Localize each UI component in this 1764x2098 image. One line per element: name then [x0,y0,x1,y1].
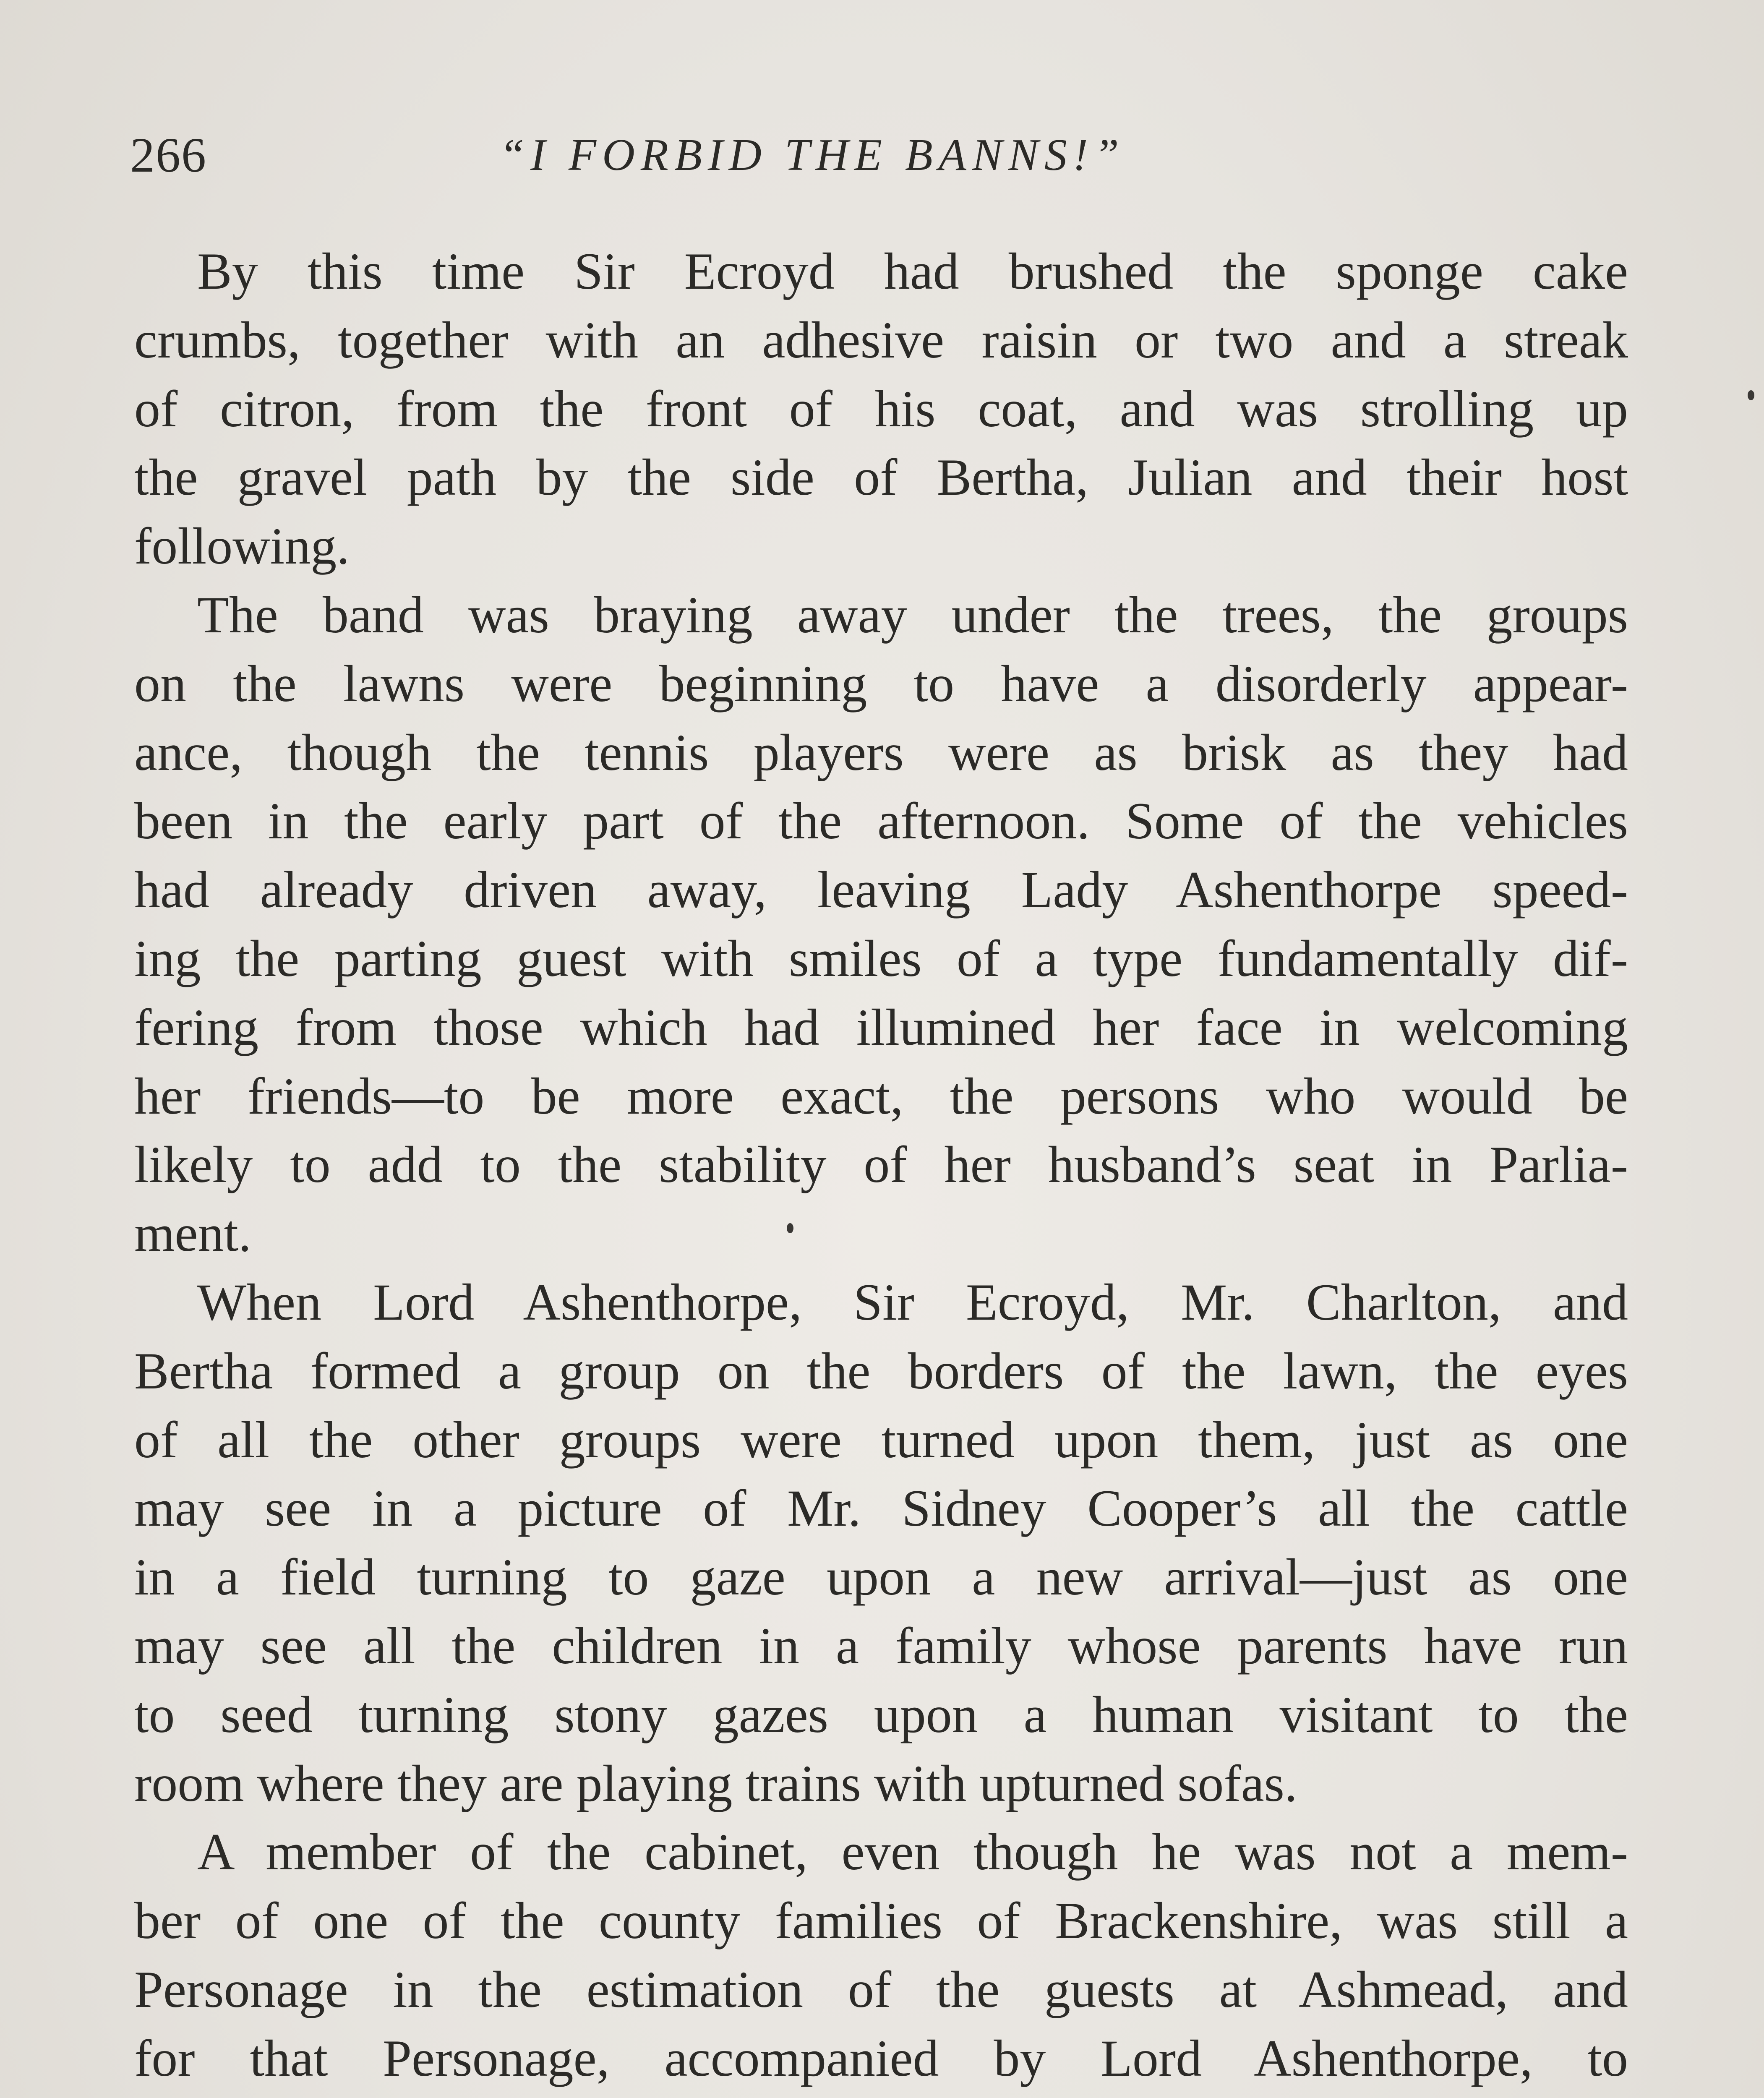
running-title: “I FORBID THE BANNS!” [499,130,1125,180]
text-line: By this time Sir Ecroyd had brushed the sponge cake [197,243,1628,300]
body-text [134,237,1628,2098]
text-line: ment. [134,1205,251,1263]
text-line: the gravel path by the side of Bertha, Julian and their host [134,449,1628,506]
text-line: Personage in the estimation of the guests at Ashmead, and [134,1960,1628,2018]
text-line: ber of one of the county families of Brackenshire, was still a [134,1892,1628,1950]
text-line: When Lord Ashenthorpe, Sir Ecroyd, Mr. Charlton, and [197,1273,1628,1331]
text-line: ance, though the tennis players were as brisk as they had [134,723,1628,781]
text-line: likely to add to the stability of her husband’s seat in Parlia- [134,1136,1628,1194]
text-line: may see in a picture of Mr. Sidney Cooper’s all the cattle [134,1480,1628,1537]
text-line: for that Personage, accompanied by Lord Ashenthorpe, to [134,2029,1628,2087]
text-line: following. [134,517,350,575]
text-line: fering from those which had illumined her face in welcoming [134,998,1628,1056]
text-line: crumbs, together with an adhesive raisin or two and a streak [134,311,1628,369]
text-line: in a field turning to gaze upon a new arrival—just as one [134,1548,1628,1606]
text-line: Bertha formed a group on the borders of the lawn, the eyes [134,1342,1628,1400]
page-number: 266 [130,128,207,183]
text-line: of citron, from the front of his coat, and was strolling up [134,380,1628,438]
text-line: ing the parting guest with smiles of a type fundamentally dif- [134,929,1628,987]
text-line: had already driven away, leaving Lady Ashenthorpe speed- [134,861,1628,919]
text-line [134,2093,1628,2098]
text-line: been in the early part of the afternoon. Some of the vehicles [134,792,1628,850]
ink-speck [787,1223,793,1233]
text-line: room where they are playing trains with upturned sofas. [134,1754,1298,1812]
text-line: The band was braying away under the trees, the groups [197,586,1628,644]
running-head [130,122,1624,189]
text-line: on the lawns were beginning to have a disorderly appear- [134,655,1628,712]
text-line: of all the other groups were turned upon them, just as one [134,1411,1628,1469]
ink-speck [1748,390,1754,400]
text-line: may see all the children in a family whose parents have run [134,1617,1628,1675]
text-line: her friends—to be more exact, the persons who would be [134,1067,1628,1125]
text-line: A member of the cabinet, even though he was not a mem- [197,1823,1628,1881]
text-line: to seed turning stony gazes upon a human visitant to the [134,1686,1628,1743]
